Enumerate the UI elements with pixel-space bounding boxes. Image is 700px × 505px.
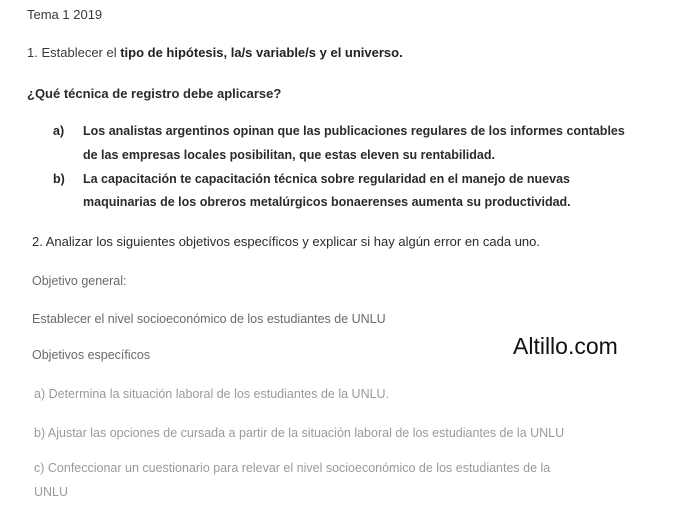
item-a-line1: Los analistas argentinos opinan que las publicaciones regulares de los informes contables — [83, 124, 625, 138]
specific-objective-c-continued: UNLU — [34, 485, 69, 499]
specific-objectives-label: Objetivos específicos — [32, 348, 151, 362]
specific-objective-c: c) Confeccionar un cuestionario para relevar el nivel socioeconómico de los estudiantes de la — [34, 461, 551, 475]
specific-objective-b: b) Ajustar las opciones de cursada a partir de la situación laboral de los estudiantes de la UNLU — [34, 426, 565, 440]
specific-objective-a: a) Determina la situación laboral de los estudiantes de la UNLU. — [34, 387, 390, 401]
item-b-line2: maquinarias de los obreros metalúrgicos bonaerenses aumenta su productividad. — [83, 195, 571, 209]
document-title: Tema 1 2019 — [27, 7, 103, 22]
general-objective-text: Establecer el nivel socioeconómico de los estudiantes de UNLU — [32, 312, 386, 326]
question-1-prompt-start: 1. Establecer el — [27, 45, 121, 60]
item-b-line1: La capacitación te capacitación técnica sobre regularidad en el manejo de nuevas — [83, 172, 570, 186]
question-1-prompt-bold: tipo de hipótesis, la/s variable/s y el universo. — [120, 45, 403, 60]
item-a-marker: a) — [53, 124, 65, 138]
item-b-marker: b) — [53, 172, 65, 186]
question-1-subprompt: ¿Qué técnica de registro debe aplicarse? — [27, 86, 282, 101]
item-a-line2: de las empresas locales posibilitan, que estas eleven su rentabilidad. — [83, 148, 495, 162]
question-1-prompt — [27, 45, 403, 60]
altillo-watermark: Altillo.com — [513, 333, 618, 359]
general-objective-label: Objetivo general: — [32, 274, 127, 288]
question-2-prompt: 2. Analizar los siguientes objetivos específicos y explicar si hay algún error en cada uno. — [32, 234, 541, 249]
